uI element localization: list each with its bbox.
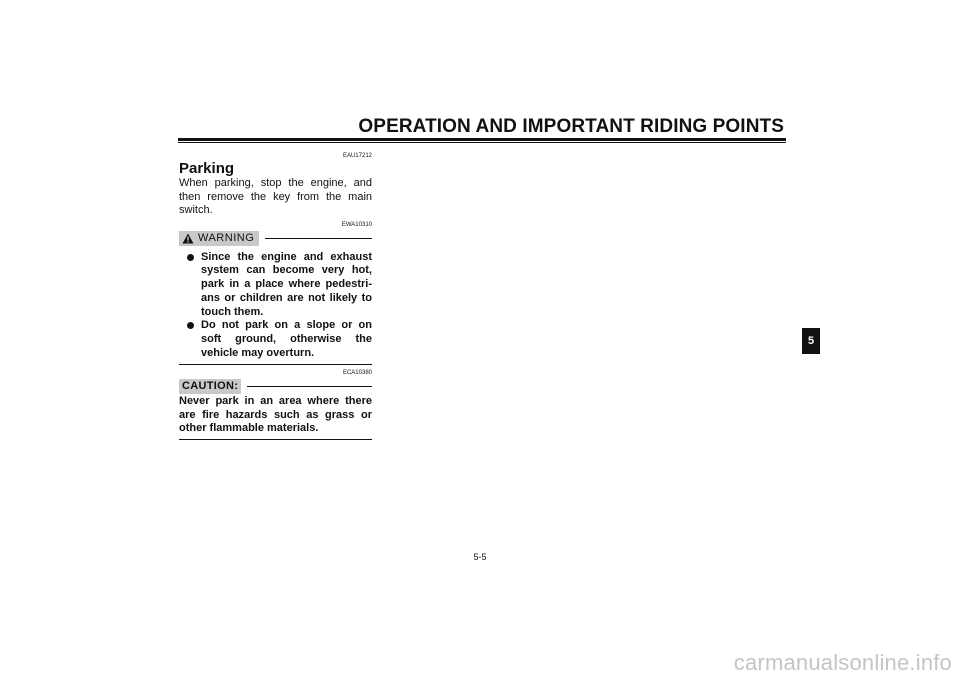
caution-text: Never park in an area where there are fire hazards such as grass or other flammable materials. — [179, 394, 372, 435]
header-rule-thin — [178, 142, 786, 143]
caution-badge: CAUTION: — [179, 379, 241, 394]
caution-header — [179, 379, 372, 394]
warning-item-text: Do not park on a slope or on soft ground, otherwise the vehicle may overturn. — [201, 319, 372, 360]
warning-item — [179, 319, 372, 360]
warning-code: EWA10310 — [341, 221, 372, 228]
warning-triangle-icon — [182, 233, 194, 244]
warning-list — [179, 251, 372, 361]
section-code: EAU17212 — [342, 153, 372, 159]
warning-item — [179, 251, 372, 320]
section-title: Parking — [179, 160, 235, 177]
caution-end-rule — [179, 439, 372, 440]
warning-label: WARNING — [198, 232, 255, 244]
warning-item-text: Since the engine and exhaust system can become very hot, park in a place where pedestri-ans or children are not likely to touch them. — [201, 250, 372, 318]
section-body: When parking, stop the engine, and then remove the key from the main switch. — [179, 177, 372, 216]
content-column — [179, 152, 372, 440]
caution-code: ECA10380 — [342, 369, 372, 376]
warning-badge — [179, 231, 259, 246]
bullet-icon — [187, 322, 194, 329]
warning-end-rule — [179, 364, 372, 365]
caution-rule — [247, 386, 372, 387]
header-rule — [178, 138, 786, 141]
warning-header — [179, 231, 372, 246]
page-number: 5-5 — [473, 552, 487, 562]
page-header-title: OPERATION AND IMPORTANT RIDING POINTS — [358, 116, 784, 137]
bullet-icon — [187, 254, 194, 261]
watermark: carmanualsonline.info — [733, 650, 952, 675]
chapter-tab: 5 — [802, 328, 820, 354]
warning-rule — [265, 238, 372, 239]
